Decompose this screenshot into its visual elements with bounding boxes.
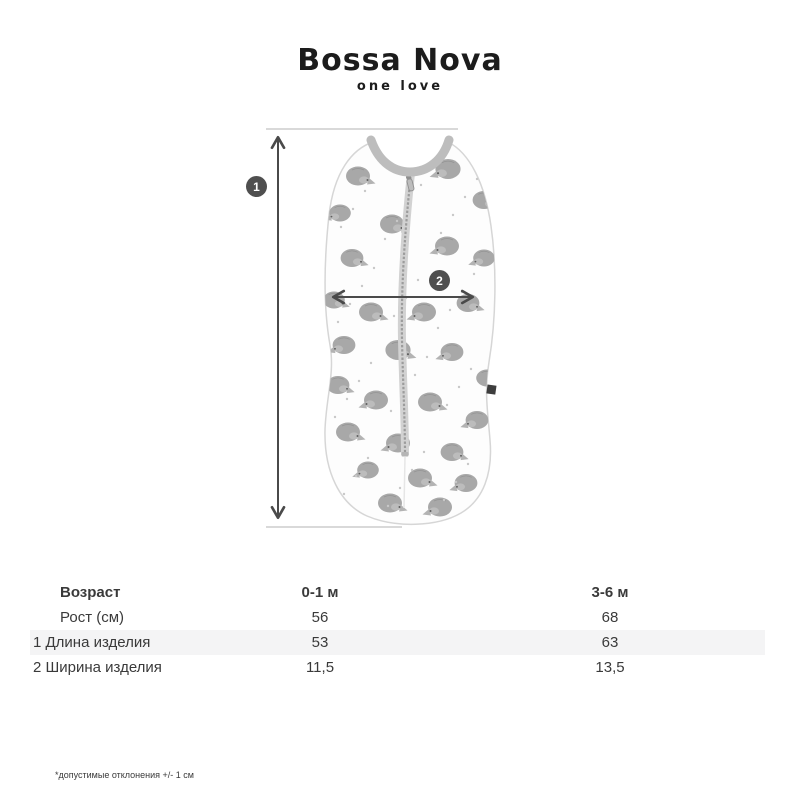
brand-name: Bossa Nova bbox=[297, 43, 503, 78]
row-value: 63 bbox=[601, 634, 619, 651]
table-header-age: Возраст bbox=[60, 584, 121, 601]
length-badge: 1 bbox=[246, 176, 267, 197]
table-header-size-0-1: 0-1 м bbox=[301, 584, 339, 601]
table-header-row bbox=[30, 580, 765, 605]
tolerance-footnote: *допустимые отклонения +/- 1 см bbox=[55, 770, 194, 780]
row-value: 11,5 bbox=[305, 659, 335, 676]
table-header-size-3-6: 3-6 м bbox=[591, 584, 629, 601]
swaddle-product-image bbox=[323, 140, 503, 524]
brand-tagline: one love bbox=[356, 79, 444, 94]
table-row bbox=[30, 605, 765, 630]
size-table bbox=[30, 580, 765, 680]
row-label: 1 Длина изделия bbox=[33, 634, 151, 651]
row-value: 68 bbox=[601, 609, 619, 626]
row-value: 13,5 bbox=[595, 659, 625, 676]
row-label: 2 Ширина изделия bbox=[33, 659, 162, 676]
row-value: 53 bbox=[311, 634, 329, 651]
side-tag bbox=[486, 384, 496, 394]
row-label: Рост (см) bbox=[60, 609, 125, 626]
width-badge: 2 bbox=[429, 270, 450, 291]
row-value: 56 bbox=[311, 609, 329, 626]
table-row bbox=[30, 655, 765, 680]
table-row bbox=[30, 630, 765, 655]
